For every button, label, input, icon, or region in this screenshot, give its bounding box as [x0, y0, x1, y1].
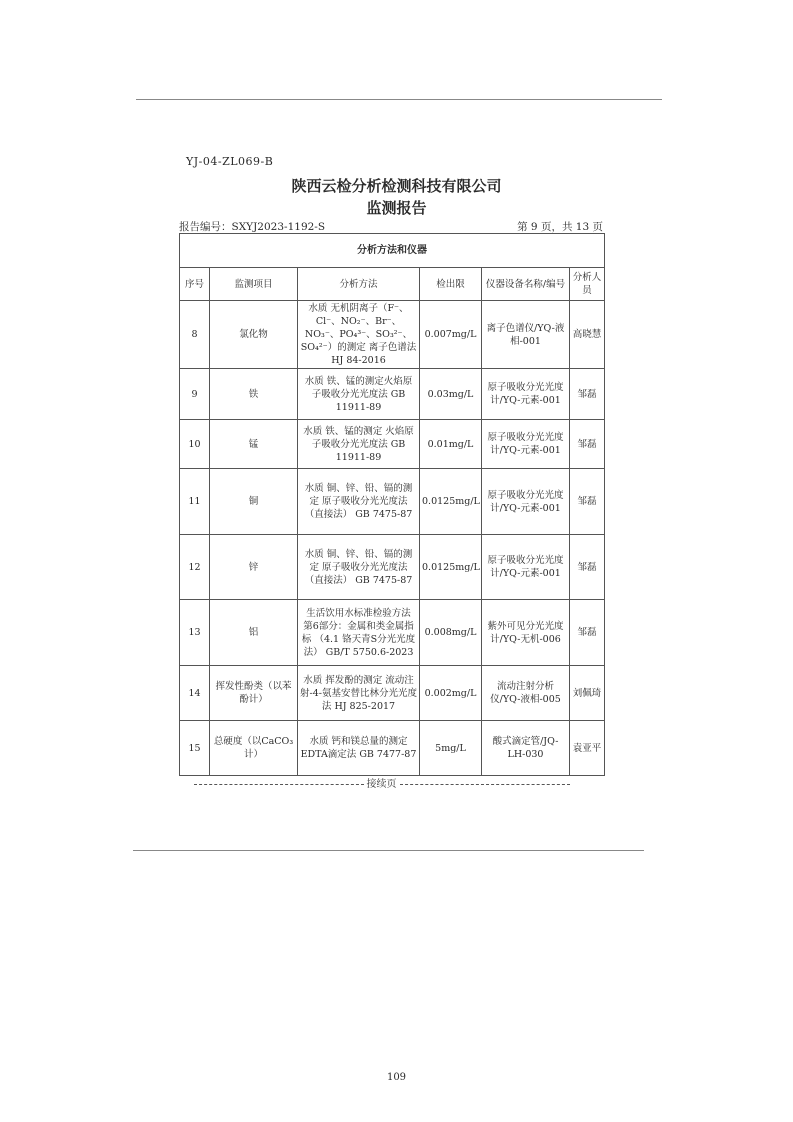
- bottom-rule: [133, 850, 644, 851]
- table-caption: 分析方法和仪器: [180, 234, 605, 268]
- detection-limit: 0.0125mg/L: [420, 469, 482, 535]
- row-number: 11: [180, 469, 210, 535]
- instrument: 紫外可见分光光度计/YQ-无机-006: [482, 600, 570, 666]
- company-name: 陕西云检分析检测科技有限公司: [291, 177, 502, 195]
- table-row: [180, 721, 605, 776]
- column-header: 检出限: [420, 268, 482, 301]
- dashed-rule-left: [194, 784, 364, 785]
- column-header: 仪器设备名称/编号: [482, 268, 570, 301]
- instrument: 原子吸收分光光度计/YQ-元素-001: [482, 369, 570, 420]
- monitoring-item: 锰: [210, 420, 298, 469]
- instrument: 原子吸收分光光度计/YQ-元素-001: [482, 420, 570, 469]
- table-row: [180, 301, 605, 369]
- analysis-method: 水质 挥发酚的测定 流动注射-4-氨基安替比林分光光度法 HJ 825-2017: [298, 666, 420, 721]
- instrument: 酸式滴定管/JQ-LH-030: [482, 721, 570, 776]
- monitoring-item: 铜: [210, 469, 298, 535]
- table-header-row: [180, 268, 605, 301]
- row-number: 9: [180, 369, 210, 420]
- column-header: 序号: [180, 268, 210, 301]
- analyst: 邹磊: [570, 420, 605, 469]
- analyst: 邹磊: [570, 469, 605, 535]
- detection-limit: 0.008mg/L: [420, 600, 482, 666]
- top-rule: [136, 99, 662, 100]
- report-number: 报告编号：SXYJ2023-1192-S: [179, 221, 326, 233]
- table-row: [180, 469, 605, 535]
- instrument: 原子吸收分光光度计/YQ-元素-001: [482, 535, 570, 600]
- detection-limit: 0.007mg/L: [420, 301, 482, 369]
- analysis-method: 水质 铁、锰的测定火焰原子吸收分光光度法 GB 11911-89: [298, 369, 420, 420]
- detection-limit: 5mg/L: [420, 721, 482, 776]
- detection-limit: 0.0125mg/L: [420, 535, 482, 600]
- detection-limit: 0.002mg/L: [420, 666, 482, 721]
- row-number: 10: [180, 420, 210, 469]
- column-header: 监测项目: [210, 268, 298, 301]
- instrument: 离子色谱仪/YQ-液相-001: [482, 301, 570, 369]
- column-header: 分析人员: [570, 268, 605, 301]
- document-code: YJ-04-ZL069-B: [186, 155, 274, 168]
- analyst: 刘佩琦: [570, 666, 605, 721]
- page-info: 第 9 页，共 13 页: [517, 221, 603, 233]
- row-number: 8: [180, 301, 210, 369]
- analyst: 邹磊: [570, 535, 605, 600]
- monitoring-item: 铁: [210, 369, 298, 420]
- page-number: 109: [386, 1072, 407, 1083]
- continued-text: 接续页: [366, 779, 397, 790]
- monitoring-item: 氯化物: [210, 301, 298, 369]
- analyst: 邹磊: [570, 600, 605, 666]
- analysis-method: 水质 铁、锰的测定 火焰原子吸收分光光度法 GB 11911-89: [298, 420, 420, 469]
- analyst: 高晓慧: [570, 301, 605, 369]
- row-number: 12: [180, 535, 210, 600]
- monitoring-item: 挥发性酚类（以苯酚计）: [210, 666, 298, 721]
- table-row: [180, 535, 605, 600]
- continued-marker: [179, 775, 584, 790]
- analysis-method: 水质 无机阴离子（F⁻、Cl⁻、NO₂⁻、Br⁻、NO₃⁻、PO₄³⁻、SO₃²⁻、SO₄²⁻）的测定 离子色谱法 HJ 84-2016: [298, 301, 420, 369]
- detection-limit: 0.01mg/L: [420, 420, 482, 469]
- analysis-method: 水质 铜、锌、铅、镉的测定 原子吸收分光光度法 （直接法） GB 7475-87: [298, 469, 420, 535]
- table-row: [180, 666, 605, 721]
- row-number: 15: [180, 721, 210, 776]
- monitoring-item: 总硬度（以CaCO₃计）: [210, 721, 298, 776]
- table-row: [180, 369, 605, 420]
- analyst: 袁亚平: [570, 721, 605, 776]
- analysis-method: 水质 铜、锌、铅、镉的测定 原子吸收分光光度法 （直接法） GB 7475-87: [298, 535, 420, 600]
- report-title: 监测报告: [366, 199, 427, 217]
- table-row: [180, 600, 605, 666]
- column-header: 分析方法: [298, 268, 420, 301]
- monitoring-item: 铝: [210, 600, 298, 666]
- monitoring-item: 锌: [210, 535, 298, 600]
- analyst: 邹磊: [570, 369, 605, 420]
- table-row: [180, 420, 605, 469]
- dashed-rule-right: [400, 784, 570, 785]
- row-number: 13: [180, 600, 210, 666]
- row-number: 14: [180, 666, 210, 721]
- instrument: 原子吸收分光光度计/YQ-元素-001: [482, 469, 570, 535]
- detection-limit: 0.03mg/L: [420, 369, 482, 420]
- analysis-method: 水质 钙和镁总量的测定 EDTA滴定法 GB 7477-87: [298, 721, 420, 776]
- analysis-method: 生活饮用水标准检验方法 第6部分：金属和类金属指标 （4.1 铬天青S分光光度法） GB/T 5750.6-2023: [298, 600, 420, 666]
- methods-table: [179, 233, 605, 776]
- instrument: 流动注射分析仪/YQ-液相-005: [482, 666, 570, 721]
